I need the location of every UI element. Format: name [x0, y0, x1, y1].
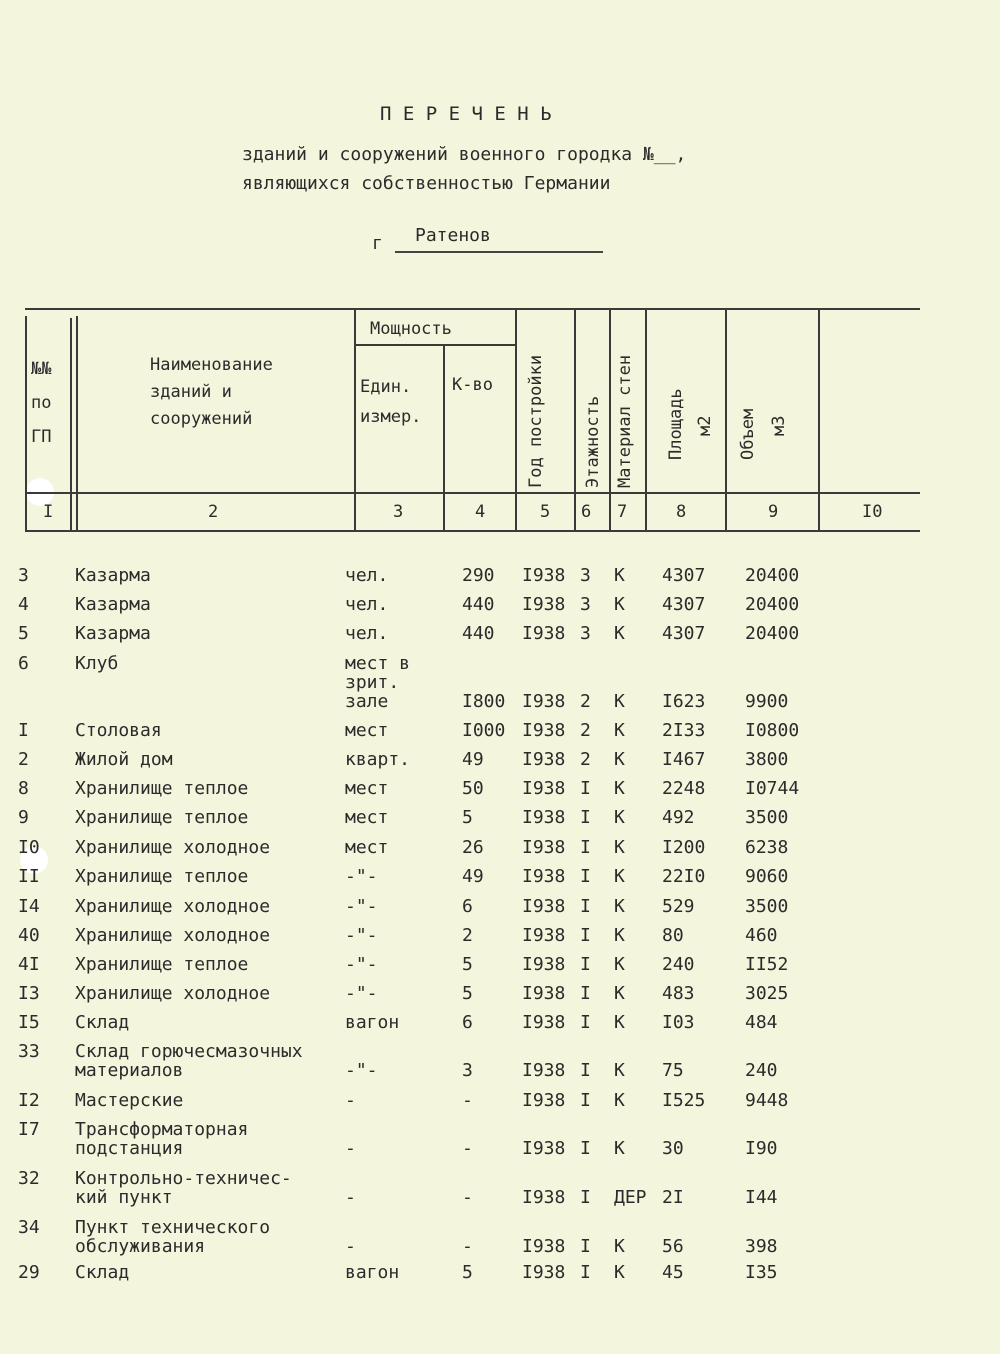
row-area: 80: [662, 925, 684, 946]
row-material: К: [614, 1012, 625, 1033]
row-name: Мастерские: [75, 1090, 184, 1111]
row-material: ДЕР: [614, 1187, 647, 1208]
row-number: II: [18, 866, 40, 887]
row-area: 2248: [662, 778, 706, 799]
row-number: I0: [18, 837, 40, 858]
col-floors-header: Этажность: [583, 395, 603, 488]
row-name: Хранилище холодное: [75, 896, 271, 917]
row-volume: I44: [745, 1187, 778, 1208]
row-floors: I: [580, 1090, 591, 1111]
row-floors: 3: [580, 594, 591, 615]
row-year: I938: [522, 1187, 566, 1208]
row-unit: -"-: [345, 925, 378, 946]
row-material: К: [614, 1236, 625, 1257]
row-unit: -"-: [345, 983, 378, 1004]
row-unit: -: [345, 1236, 356, 1257]
col-volume-header: Объем: [738, 408, 758, 460]
row-year: I938: [522, 1012, 566, 1033]
row-name: подстанция: [75, 1138, 184, 1159]
row-year: I938: [522, 925, 566, 946]
row-quantity: -: [462, 1138, 473, 1159]
row-floors: I: [580, 1012, 591, 1033]
row-year: I938: [522, 749, 566, 770]
row-quantity: -: [462, 1236, 473, 1257]
row-floors: I: [580, 954, 591, 975]
row-material: К: [614, 1090, 625, 1111]
row-quantity: 50: [462, 778, 484, 799]
city-prefix: г: [372, 233, 383, 254]
row-number: 2: [18, 749, 29, 770]
row-year: I938: [522, 866, 566, 887]
row-volume: 20400: [745, 623, 800, 644]
col-year-header: Год постройки: [526, 354, 546, 488]
row-quantity: 440: [462, 623, 495, 644]
row-volume: 240: [745, 1060, 778, 1081]
row-area: 4307: [662, 565, 706, 586]
row-year: I938: [522, 807, 566, 828]
row-volume: 6238: [745, 837, 789, 858]
row-area: I525: [662, 1090, 706, 1111]
col-unit-header: Един. измер.: [360, 377, 422, 427]
row-quantity: 5: [462, 954, 473, 975]
row-number: 3: [18, 565, 29, 586]
row-volume: 9900: [745, 691, 789, 712]
col-num-8: 8: [676, 502, 687, 522]
row-material: К: [614, 1138, 625, 1159]
row-material: К: [614, 749, 625, 770]
row-area: 4307: [662, 594, 706, 615]
row-year: I938: [522, 594, 566, 615]
row-quantity: 5: [462, 807, 473, 828]
row-floors: I: [580, 807, 591, 828]
row-floors: I: [580, 1138, 591, 1159]
row-unit: -"-: [345, 954, 378, 975]
row-unit: вагон: [345, 1012, 400, 1033]
row-area: I623: [662, 691, 706, 712]
col-num-6: 6: [581, 502, 592, 522]
row-number: 40: [18, 925, 40, 946]
row-material: К: [614, 866, 625, 887]
row-area: 240: [662, 954, 695, 975]
row-quantity: 3: [462, 1060, 473, 1081]
row-unit: -: [345, 1138, 356, 1159]
col-name-header: Наименование зданий и сооружений: [150, 355, 273, 429]
row-material: К: [614, 720, 625, 741]
row-volume: II52: [745, 954, 789, 975]
row-year: I938: [522, 623, 566, 644]
row-area: I200: [662, 837, 706, 858]
col-material-header: Материал стен: [615, 354, 635, 488]
row-area: 492: [662, 807, 695, 828]
row-name: Казарма: [75, 594, 151, 615]
row-unit: кварт.: [345, 749, 411, 770]
row-unit: чел.: [345, 594, 389, 615]
row-unit: вагон: [345, 1262, 400, 1283]
row-unit: -: [345, 1187, 356, 1208]
row-material: К: [614, 837, 625, 858]
row-area: 2I33: [662, 720, 706, 741]
row-material: К: [614, 896, 625, 917]
row-quantity: 5: [462, 983, 473, 1004]
row-volume: 20400: [745, 565, 800, 586]
row-quantity: I800: [462, 691, 506, 712]
row-name: материалов: [75, 1060, 184, 1081]
row-unit: мест в: [345, 653, 411, 674]
col-number-header: №№ по ГП: [31, 359, 52, 447]
row-year: I938: [522, 720, 566, 741]
row-material: К: [614, 565, 625, 586]
col-volume-unit-header: м3: [769, 415, 789, 436]
row-year: I938: [522, 1236, 566, 1257]
table-header: [25, 308, 920, 531]
row-unit: -"-: [345, 1060, 378, 1081]
row-year: I938: [522, 1138, 566, 1159]
row-quantity: 6: [462, 1012, 473, 1033]
row-number: 29: [18, 1262, 40, 1283]
row-material: К: [614, 594, 625, 615]
row-quantity: -: [462, 1187, 473, 1208]
row-material: К: [614, 954, 625, 975]
row-floors: 3: [580, 623, 591, 644]
row-name: Казарма: [75, 623, 151, 644]
row-number: I5: [18, 1012, 40, 1033]
row-name: Жилой дом: [75, 749, 173, 770]
row-name: Хранилище холодное: [75, 983, 271, 1004]
row-area: 529: [662, 896, 695, 917]
row-floors: 2: [580, 720, 591, 741]
row-quantity: 6: [462, 896, 473, 917]
row-floors: I: [580, 925, 591, 946]
row-name: Казарма: [75, 565, 151, 586]
row-floors: I: [580, 1187, 591, 1208]
col-num-7: 7: [617, 502, 628, 522]
row-floors: 2: [580, 749, 591, 770]
row-material: К: [614, 691, 625, 712]
row-year: I938: [522, 691, 566, 712]
col-num-4: 4: [475, 502, 486, 522]
row-name: Хранилище теплое: [75, 954, 249, 975]
row-material: К: [614, 623, 625, 644]
row-unit: мест: [345, 837, 389, 858]
col-num-9: 9: [768, 502, 779, 522]
row-number: I7: [18, 1119, 40, 1140]
row-name: кий пункт: [75, 1187, 173, 1208]
row-floors: I: [580, 778, 591, 799]
subtitle-line-2: являющихся собственностью Германии: [242, 173, 611, 194]
row-volume: 3500: [745, 896, 789, 917]
col-area-unit-header: м2: [695, 415, 715, 436]
row-number: I4: [18, 896, 40, 917]
row-volume: 3025: [745, 983, 789, 1004]
row-area: 483: [662, 983, 695, 1004]
row-volume: 3500: [745, 807, 789, 828]
row-area: 22I0: [662, 866, 706, 887]
row-name: Хранилище теплое: [75, 807, 249, 828]
row-quantity: 2: [462, 925, 473, 946]
row-name: Склад: [75, 1262, 130, 1283]
row-quantity: 49: [462, 866, 484, 887]
row-area: 30: [662, 1138, 684, 1159]
col-num-2: 2: [208, 502, 219, 522]
row-area: 75: [662, 1060, 684, 1081]
row-floors: 3: [580, 565, 591, 586]
row-name: Хранилище теплое: [75, 778, 249, 799]
row-year: I938: [522, 954, 566, 975]
row-floors: I: [580, 896, 591, 917]
row-quantity: 440: [462, 594, 495, 615]
row-name: Клуб: [75, 653, 119, 674]
row-material: К: [614, 925, 625, 946]
row-name: Склад: [75, 1012, 130, 1033]
row-number: I: [18, 720, 29, 741]
row-volume: I0800: [745, 720, 800, 741]
col-area-header: Площадь: [666, 388, 686, 460]
row-quantity: 5: [462, 1262, 473, 1283]
subtitle-line-1: зданий и сооружений военного городка №__,: [242, 144, 687, 165]
row-area: I03: [662, 1012, 695, 1033]
row-year: I938: [522, 896, 566, 917]
col-qty-header: К-во: [452, 375, 493, 395]
row-name: Контрольно-техничес-: [75, 1168, 292, 1189]
row-number: 4I: [18, 954, 40, 975]
row-unit: зрит.: [345, 672, 400, 693]
row-name: Хранилище холодное: [75, 837, 271, 858]
row-number: 8: [18, 778, 29, 799]
col-num-10: I0: [862, 502, 883, 522]
row-unit: чел.: [345, 565, 389, 586]
col-num-1: I: [43, 502, 54, 522]
row-volume: I90: [745, 1138, 778, 1159]
row-area: 45: [662, 1262, 684, 1283]
row-area: 56: [662, 1236, 684, 1257]
row-number: 6: [18, 653, 29, 674]
row-volume: I0744: [745, 778, 800, 799]
col-num-3: 3: [393, 502, 404, 522]
row-quantity: -: [462, 1090, 473, 1111]
row-quantity: I000: [462, 720, 506, 741]
row-number: I3: [18, 983, 40, 1004]
row-area: I467: [662, 749, 706, 770]
row-material: К: [614, 1060, 625, 1081]
row-name: Пункт технического: [75, 1217, 271, 1238]
row-name: Хранилище холодное: [75, 925, 271, 946]
row-floors: I: [580, 837, 591, 858]
row-unit: -"-: [345, 866, 378, 887]
row-number: 9: [18, 807, 29, 828]
row-number: 33: [18, 1041, 40, 1062]
row-unit: -: [345, 1090, 356, 1111]
row-volume: 20400: [745, 594, 800, 615]
row-volume: I35: [745, 1262, 778, 1283]
row-volume: 9060: [745, 866, 789, 887]
row-material: К: [614, 778, 625, 799]
row-quantity: 290: [462, 565, 495, 586]
row-floors: I: [580, 866, 591, 887]
row-year: I938: [522, 1090, 566, 1111]
row-floors: I: [580, 1236, 591, 1257]
row-material: К: [614, 807, 625, 828]
row-name: Хранилище теплое: [75, 866, 249, 887]
row-name: Трансформаторная: [75, 1119, 249, 1140]
row-volume: 484: [745, 1012, 778, 1033]
row-material: К: [614, 983, 625, 1004]
row-name: Столовая: [75, 720, 162, 741]
row-unit: зале: [345, 691, 389, 712]
row-unit: мест: [345, 807, 389, 828]
row-name: Склад горючесмазочных: [75, 1041, 303, 1062]
row-year: I938: [522, 565, 566, 586]
row-area: 4307: [662, 623, 706, 644]
row-number: 34: [18, 1217, 40, 1238]
row-floors: 2: [580, 691, 591, 712]
row-year: I938: [522, 778, 566, 799]
col-num-5: 5: [540, 502, 551, 522]
row-quantity: 26: [462, 837, 484, 858]
row-floors: I: [580, 983, 591, 1004]
row-area: 2I: [662, 1187, 684, 1208]
row-unit: мест: [345, 778, 389, 799]
row-floors: I: [580, 1060, 591, 1081]
row-name: обслуживания: [75, 1236, 206, 1257]
row-quantity: 49: [462, 749, 484, 770]
row-year: I938: [522, 983, 566, 1004]
city-name: Ратенов: [395, 225, 603, 253]
row-volume: 460: [745, 925, 778, 946]
row-volume: 398: [745, 1236, 778, 1257]
document-title: П Е Р Е Ч Е Н Ь: [380, 103, 552, 125]
col-power-header: Мощность: [370, 319, 452, 339]
row-number: I2: [18, 1090, 40, 1111]
row-year: I938: [522, 837, 566, 858]
row-number: 5: [18, 623, 29, 644]
row-floors: I: [580, 1262, 591, 1283]
row-year: I938: [522, 1262, 566, 1283]
row-number: 32: [18, 1168, 40, 1189]
row-unit: -"-: [345, 896, 378, 917]
row-volume: 3800: [745, 749, 789, 770]
row-unit: чел.: [345, 623, 389, 644]
row-year: I938: [522, 1060, 566, 1081]
row-number: 4: [18, 594, 29, 615]
row-material: К: [614, 1262, 625, 1283]
row-unit: мест: [345, 720, 389, 741]
row-volume: 9448: [745, 1090, 789, 1111]
